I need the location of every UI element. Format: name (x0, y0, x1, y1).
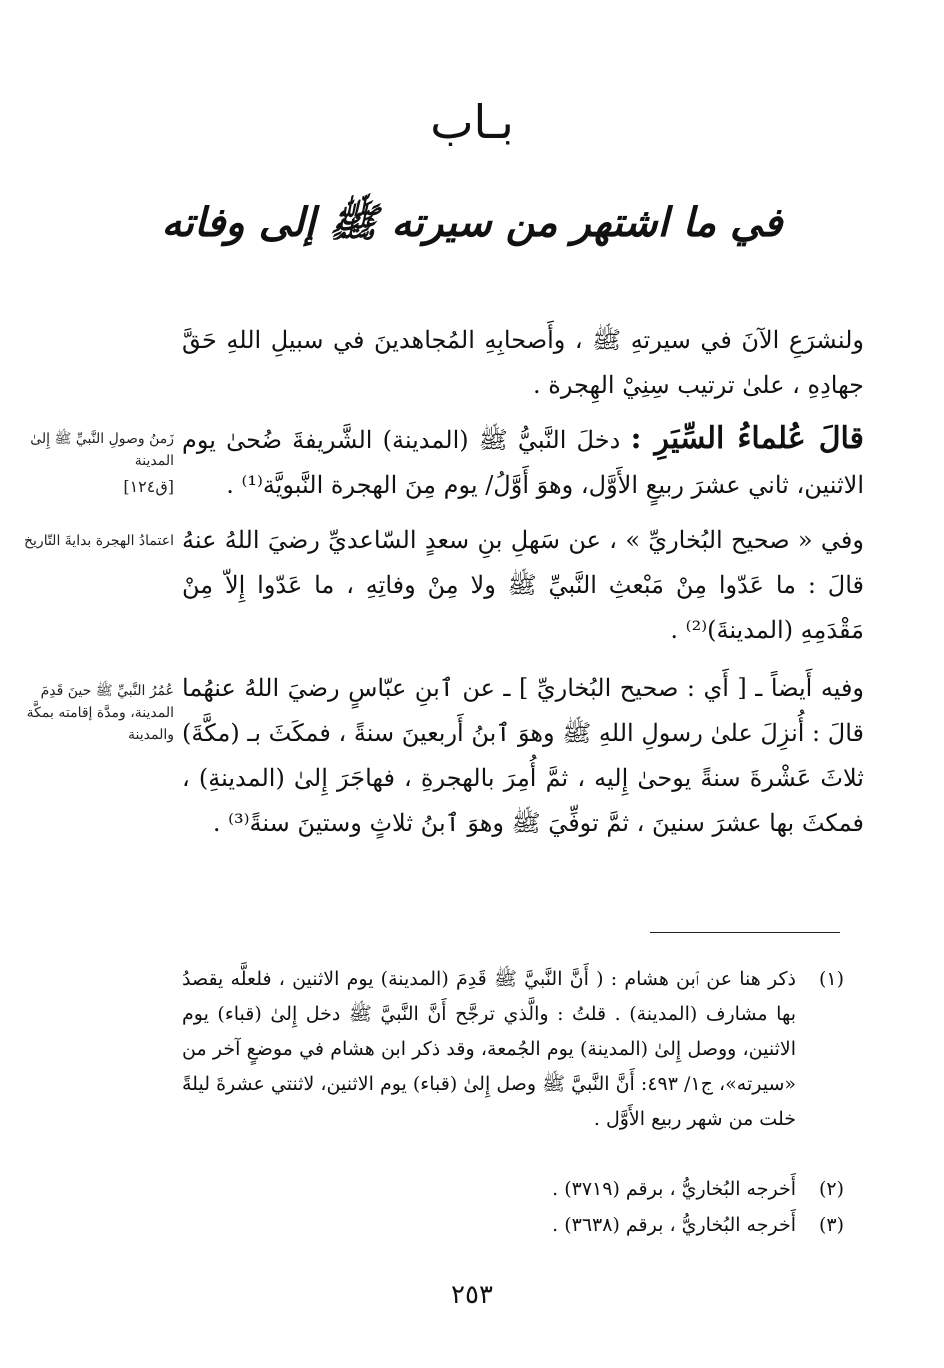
footnote-text: ذكر هنا عن ٱبن هشام : ( أَنَّ النَّبيَّ ﷺ قَدِمَ (المدينة) يوم الاثنين ، فلعلَّه يقصدُ بها مشارف (المدينة) . قلتُ : والَّذي ترجَّح أَنَّ النَّبيَّ ﷺ دخل إِلىٰ (قباء) يوم الاثنين، ووصل إِلىٰ (المدينة) يوم الجُمعة، وقد ذكر ابن هشام في موضعٍ آخر من «سيرته»، ج١/ ٤٩٣: أَنَّ النَّبيَّ ﷺ وصل إِلىٰ (قباء) يوم الاثنين، لاثنتي عشرةَ ليلةً خلت من شهر ربيع الأَوَّل . (182, 968, 796, 1130)
intro-paragraph (182, 318, 864, 408)
footnote-1 (182, 962, 844, 1137)
footnote-number: (٣) (818, 1214, 844, 1236)
chapter-title: بـاب (430, 95, 514, 149)
footnote-number: (٢) (818, 1178, 844, 1200)
footnote-2 (182, 1172, 844, 1207)
footnote-separator (650, 932, 840, 933)
paragraph-text: وفيه أَيضاً ـ [ أَي : صحيح البُخاريِّ ] ـ عن ٱبنِ عبّاسٍ رضيَ اللهُ عنهُما قالَ : أُنزِلَ علىٰ رسولِ اللهِ ﷺ وهوَ ٱبنُ أَربعينَ سنةً ، فمكَثَ بـ (مكَّةَ) ثلاثَ عَشْرةَ سنةً يوحىٰ إِليه ، ثمَّ أُمِرَ بالهجرةِ ، فهاجَرَ إِلىٰ (المدينةِ) ، فمكثَ بها عشرَ سنينَ ، ثمَّ توفِّيَ ﷺ وهوَ ٱبنُ ثلاثٍ وستينَ سنةً⁽³⁾ . (182, 674, 864, 837)
arrival-paragraph (182, 416, 864, 508)
footnote-number: (١) (818, 968, 844, 990)
margin-note-arrival: زَمنُ وصولِ النَّبيِّ ﷺ إِلىٰ المدينة (30, 431, 174, 469)
manuscript-folio-ref: [ق١٢٤] (123, 477, 174, 496)
age-paragraph (182, 666, 864, 846)
paragraph-text: وفي « صحيح البُخاريِّ » ، عن سَهلِ بنِ سعدٍ السّاعديِّ رضيَ اللهُ عنهُ قالَ : ما عَدّوا مِنْ مَبْعثِ النَّبيِّ ﷺ ولا مِنْ وفاتِهِ ، ما عَدّوا إِلاّ مِنْ مَقْدَمِهِ (المدينةَ)⁽²⁾ . (182, 526, 864, 644)
margin-note-age: عُمُرُ النَّبيِّ ﷺ حينَ قَدِمَ المدينة، ومدَّة إقامته بمكَّة والمدينة (26, 683, 174, 743)
chapter-subtitle: في ما اشتهر من سيرته ﷺ إلى وفاته (161, 199, 783, 246)
lead-phrase: قالَ عُلماءُ السِّيَرِ : (630, 421, 864, 456)
footnote-text: أَخرجه البُخاريُّ ، برقم (٣٦٣٨) . (552, 1214, 796, 1236)
hijri-calendar-paragraph (182, 518, 864, 653)
paragraph-text: ولنشرَعِ الآنَ في سيرتهِ ﷺ ، وأَصحابِهِ المُجاهدينَ في سبيلِ اللهِ حَقَّ جهادِهِ ، علىٰ ترتيب سِنِيْ الهِجرة . (182, 326, 864, 399)
footnote-text: أَخرجه البُخاريُّ ، برقم (٣٧١٩) . (552, 1178, 796, 1200)
footnote-3 (182, 1208, 844, 1243)
page-number: ٢٥٣ (451, 1280, 493, 1310)
margin-note-calendar: اعتمادُ الهجرة بدايةَ التّاريخ (24, 533, 174, 549)
paragraph-text: دخلَ النَّبيُّ ﷺ (المدينة) الشَّريفةَ ضُحىٰ يوم الاثنين، ثاني عشرَ ربيعٍ الأَوَّل، وهوَ أَوَّلُ/ يوم مِنَ الهجرة النَّبويَّة⁽¹⁾ . (182, 426, 864, 499)
